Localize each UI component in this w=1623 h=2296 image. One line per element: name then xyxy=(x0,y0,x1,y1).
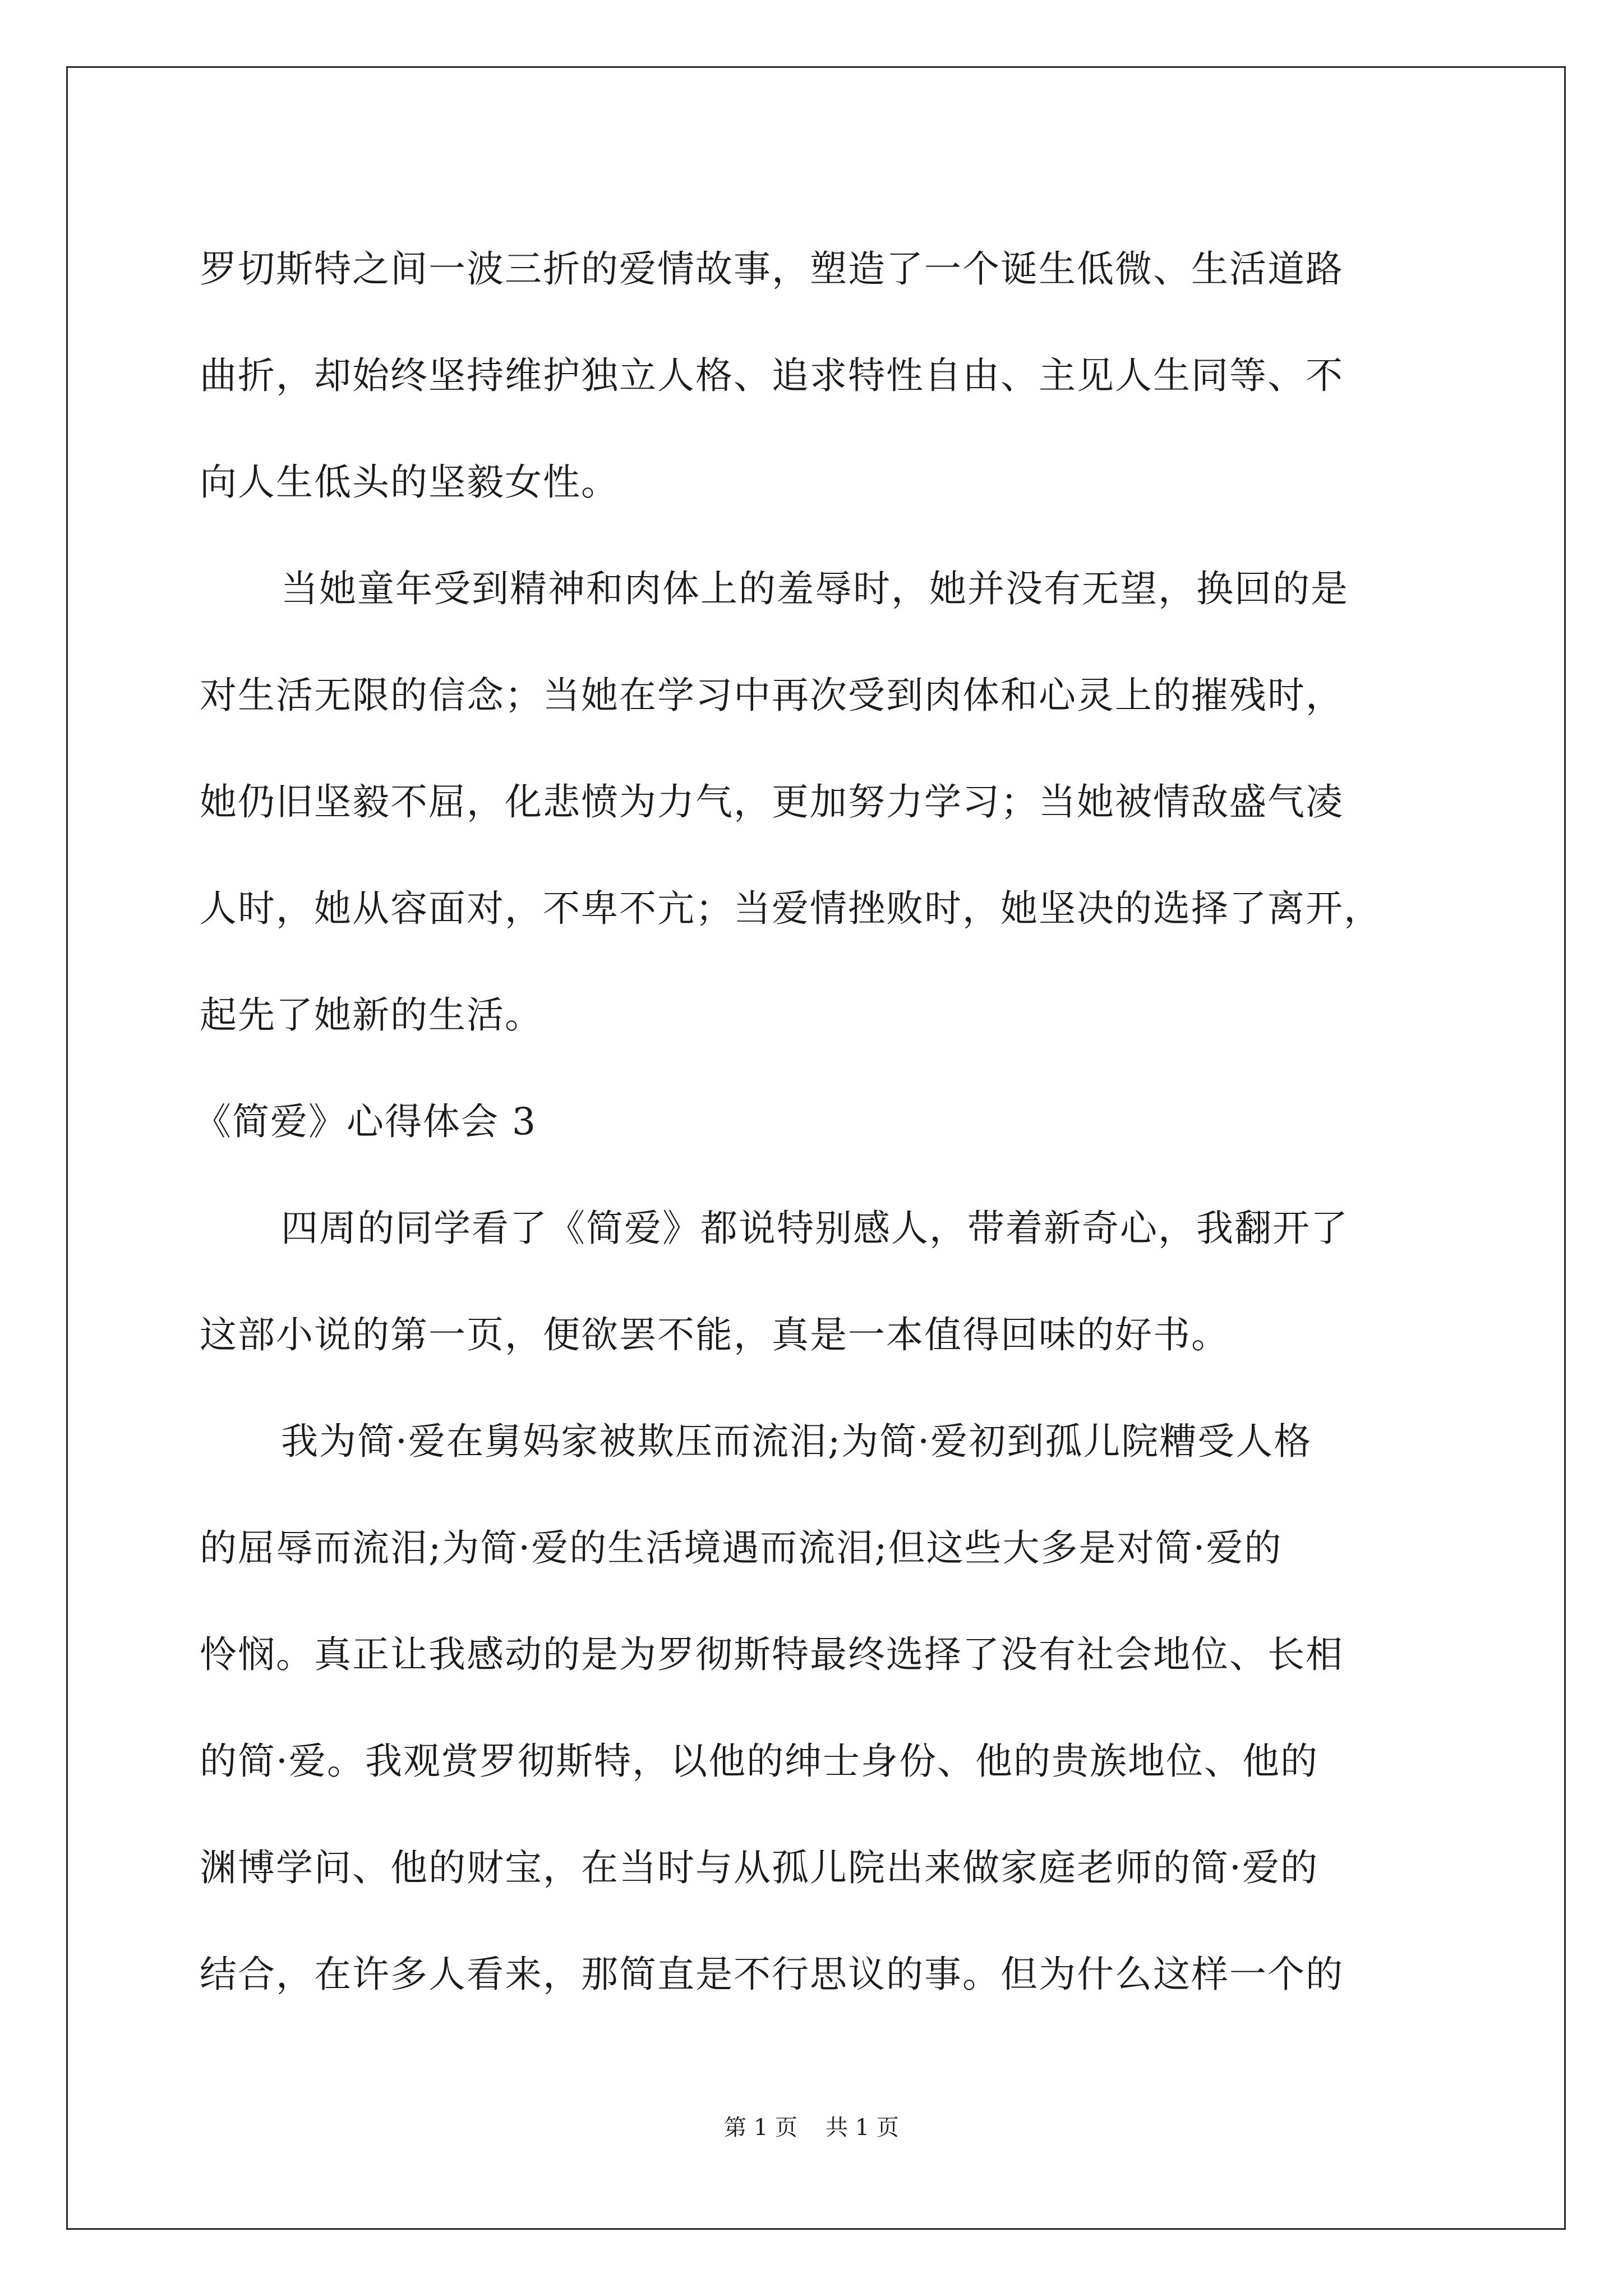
page-footer xyxy=(0,2114,1623,2142)
page-number: 第 1 页 xyxy=(724,2115,797,2141)
text-line: 怜悯。真正让我感动的是为罗彻斯特最终选择了没有社会地位、长相 xyxy=(200,1633,1344,1676)
paragraph-start-line: 四周的同学看了《简爱》都说特别感人，带着新奇心，我翻开了 xyxy=(281,1207,1349,1250)
text-line: 渊博学问、他的财宝，在当时与从孤儿院出来做家庭老师的简·爱的 xyxy=(200,1846,1318,1889)
section-heading: 《简爱》心得体会 3 xyxy=(194,1100,537,1143)
paragraph-start-line: 我为简·爱在舅妈家被欺压而流泪;为简·爱初到孤儿院糟受人格 xyxy=(281,1420,1312,1463)
text-line: 罗切斯特之间一波三折的爱情故事，塑造了一个诞生低微、生活道路 xyxy=(200,247,1344,291)
paragraph-start-line: 当她童年受到精神和肉体上的羞辱时，她并没有无望，换回的是 xyxy=(281,567,1349,610)
text-line: 她仍旧坚毅不屈，化悲愤为力气，更加努力学习；当她被情敌盛气凌 xyxy=(200,780,1344,823)
text-line: 对生活无限的信念；当她在学习中再次受到肉体和心灵上的摧残时， xyxy=(200,674,1344,717)
text-line: 向人生低头的坚毅女性。 xyxy=(200,461,619,504)
text-line: 的屈辱而流泪;为简·爱的生活境遇而流泪;但这些大多是对简·爱的 xyxy=(200,1526,1283,1570)
text-line: 起先了她新的生活。 xyxy=(200,993,543,1037)
document-body xyxy=(194,216,1433,2028)
text-line: 结合，在许多人看来，那简直是不行思议的事。但为什么这样一个的 xyxy=(200,1953,1344,1996)
page-total: 共 1 页 xyxy=(826,2115,899,2141)
text-line: 的简·爱。我观赏罗彻斯特，以他的绅士身份、他的贵族地位、他的 xyxy=(200,1740,1318,1783)
text-line: 人时，她从容面对，不卑不亢；当爱情挫败时，她坚决的选择了离开， xyxy=(200,887,1382,930)
text-line: 曲折，却始终坚持维护独立人格、追求特性自由、主见人生同等、不 xyxy=(200,354,1344,397)
text-line: 这部小说的第一页，便欲罢不能，真是一本值得回味的好书。 xyxy=(200,1313,1229,1356)
